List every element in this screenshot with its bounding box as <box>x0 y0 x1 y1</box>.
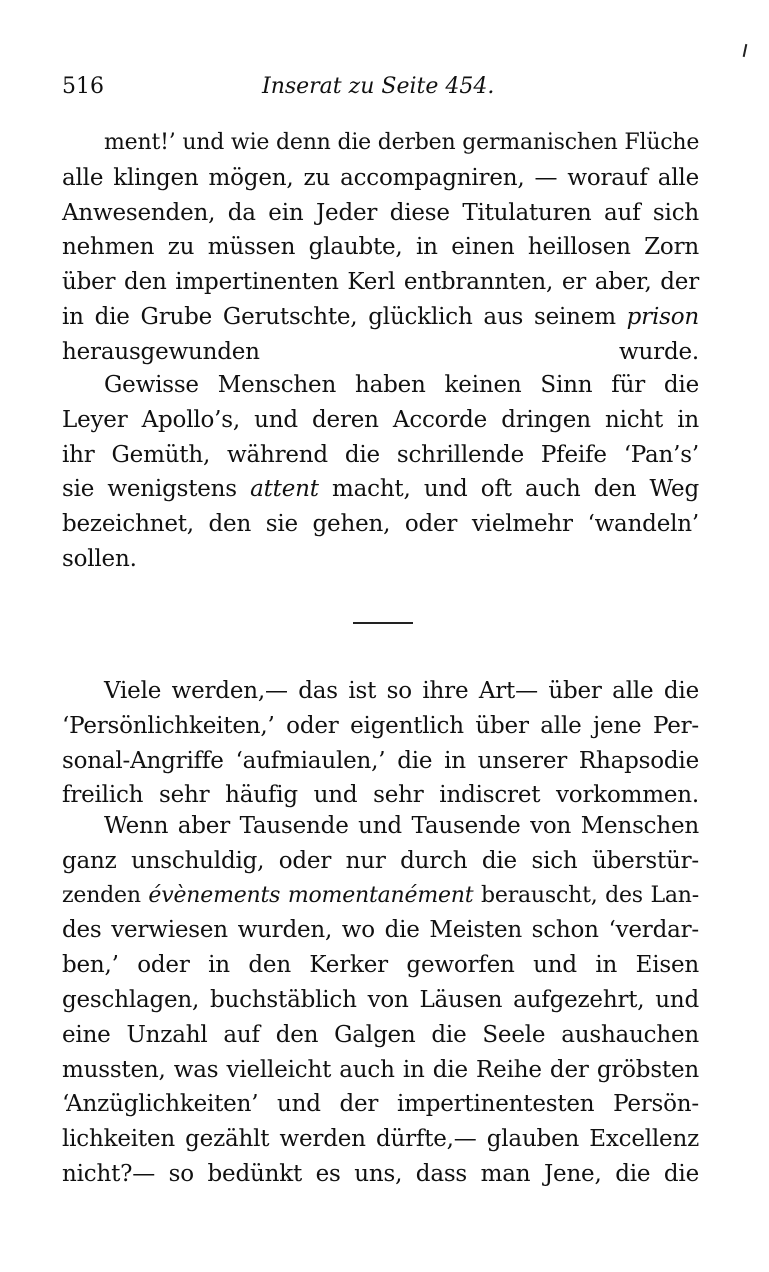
text-segment: des verwiesen wurden, wo die Meisten schon ‘verdar- <box>62 917 699 944</box>
text-line <box>62 1087 699 1122</box>
text-segment: eine Unzahl auf den Galgen die Seele aushauchen <box>62 1021 699 1048</box>
text-line <box>62 1122 699 1157</box>
text-line <box>62 983 699 1018</box>
text-segment: sie wenigstens <box>62 476 251 503</box>
italic-text: évènements momentanément <box>148 882 474 908</box>
text-segment: Leyer Apollo’s, und deren Accorde dringen nicht in <box>62 406 699 433</box>
text-line <box>62 368 699 403</box>
text-line <box>62 403 699 438</box>
text-segment: alle klingen mögen, zu accompagniren, — worauf alle <box>62 164 699 191</box>
stray-ink-mark <box>743 44 748 57</box>
text-line <box>62 161 699 196</box>
text-segment: mussten, was vielleicht auch in die Reihe der gröbsten <box>62 1056 699 1083</box>
text-line <box>62 438 699 473</box>
text-line <box>62 126 699 161</box>
text-segment: Gewisse Menschen haben keinen Sinn für die <box>104 372 699 398</box>
text-line <box>62 1157 699 1192</box>
paragraph <box>62 368 699 577</box>
text-segment: ganz unschuldig, oder nur durch die sich überstür- <box>62 847 699 874</box>
italic-text: attent <box>250 476 319 503</box>
text-segment: bezeichnet, den sie gehen, oder vielmehr ‘wandeln’ <box>62 511 699 538</box>
text-line <box>62 709 699 744</box>
text-line <box>62 472 699 507</box>
text-segment: sonal-Angriffe ‘aufmiaulen,’ die in unserer Rhapsodie <box>62 747 699 774</box>
text-line <box>62 265 699 300</box>
text-line <box>62 300 699 335</box>
text-line <box>62 809 699 844</box>
paragraph <box>62 674 699 813</box>
text-segment: berauscht, des Lan- <box>473 882 699 908</box>
text-segment: in die Grube Gerutschte, glücklich aus seinem <box>62 303 627 330</box>
text-line <box>62 196 699 231</box>
text-line <box>62 879 699 914</box>
text-segment: über den impertinenten Kerl entbrannten, er aber, der <box>62 269 699 296</box>
text-segment: geschlagen, buchstäblich von Läusen aufgezehrt, und <box>62 986 699 1013</box>
text-line <box>62 335 699 370</box>
section-divider <box>353 622 413 624</box>
page-number: 516 <box>62 74 104 99</box>
text-segment: macht, und oft auch den Weg <box>318 476 699 503</box>
text-line <box>62 230 699 265</box>
text-segment: nehmen zu müssen glaubte, in einen heillosen Zorn <box>62 234 699 261</box>
text-segment: ‘Persönlichkeiten,’ oder eigentlich über alle jene Per- <box>62 712 699 739</box>
text-line <box>62 1053 699 1088</box>
text-line <box>62 542 699 577</box>
italic-text: prison <box>626 303 699 330</box>
text-segment: Wenn aber Tausende und Tausende von Menschen <box>104 813 699 839</box>
text-segment: sollen. <box>62 545 137 572</box>
text-line <box>62 948 699 983</box>
text-segment: ihr Gemüth, während die schrillende Pfeife ‘Pan’s’ <box>62 441 699 468</box>
text-line <box>62 674 699 709</box>
text-line <box>62 844 699 879</box>
text-segment: herausgewunden wurde. <box>62 338 699 365</box>
text-segment: ben,’ oder in den Kerker geworfen und in Eisen <box>62 952 699 979</box>
text-segment: lichkeiten gezählt werden dürfte,— glauben Excellenz <box>62 1126 699 1153</box>
text-line <box>62 1018 699 1053</box>
text-segment: ment!’ und wie denn die derben germanischen Flüche <box>104 130 700 155</box>
paragraph <box>62 126 699 370</box>
text-segment: zenden <box>62 882 149 908</box>
running-title: Inserat zu Seite 454. <box>262 74 495 99</box>
text-segment: ‘Anzüglichkeiten’ und der impertinentesten Persön- <box>62 1091 699 1118</box>
text-segment: nicht?— so bedünkt es uns, dass man Jene, die die <box>62 1160 699 1187</box>
text-segment: Viele werden,— das ist so ihre Art— über alle die <box>104 678 699 704</box>
paragraph <box>62 809 699 1192</box>
text-segment: freilich sehr häufig und sehr indiscret vorkommen. <box>62 782 699 809</box>
text-line <box>62 778 699 813</box>
text-segment: Anwesenden, da ein Jeder diese Titulaturen auf sich <box>62 199 699 226</box>
text-line <box>62 913 699 948</box>
text-line <box>62 507 699 542</box>
text-line <box>62 744 699 779</box>
